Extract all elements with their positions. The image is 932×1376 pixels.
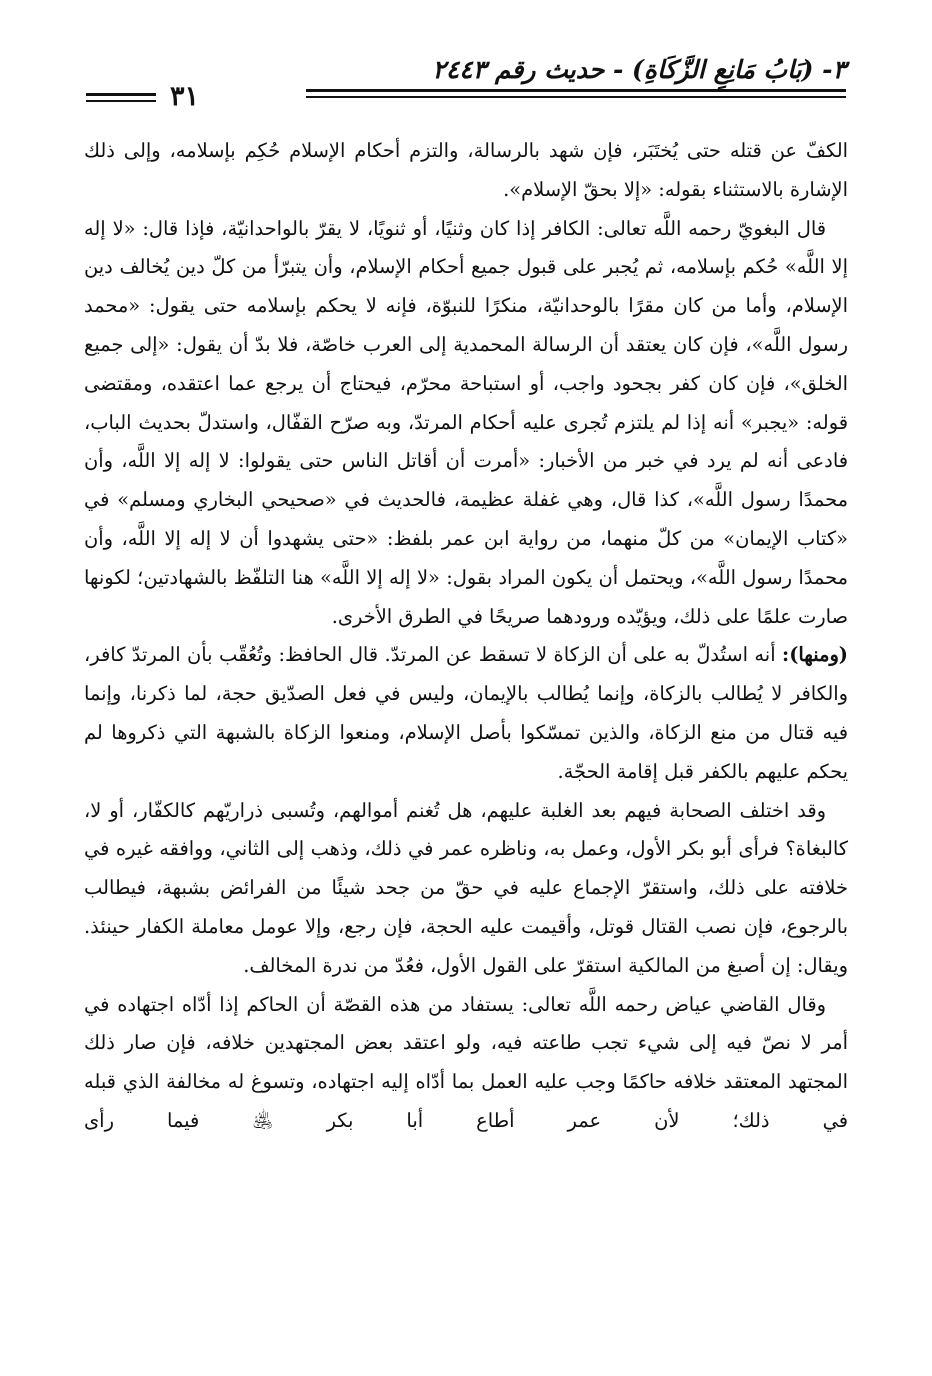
header-rule <box>86 93 156 96</box>
page-number: ٣١ <box>170 81 200 112</box>
paragraph-lead: (ومنها): <box>782 643 848 667</box>
running-title: ٣- (بَابُ مَانِعِ الزَّكَاةِ) - حديث رقم ٢٤٤٣ <box>432 55 846 84</box>
header-rule <box>306 89 846 92</box>
page-header <box>86 55 846 115</box>
paragraph <box>84 210 848 637</box>
paragraph-text: وقال القاضي عياض رحمه اللَّه تعالى: يستفاد من هذه القصّة أن الحاكم إذا أدّاه اجتهاده في أمر لا نصّ فيه إلى شيء تجب طاعته فيه، ولو اعتقد بعض المجتهدين خلافه، فإن صار ذلك المجتهد المعتقد خلافه حاكمًا وجب عليه العمل بما أدّاه إليه اجتهاده، وتسوغ له مخالفة الذي قبله في ذلك؛ لأن عمر أطاع أبا بكر ﵁ فيما رأى <box>84 992 848 1132</box>
paragraph-text: أنه استُدلّ به على أن الزكاة لا تسقط عن المرتدّ. قال الحافظ: وتُعُقّب بأن المرتدّ كافر، والكافر لا يُطالب بالزكاة، وإنما يُطالب بالإيمان، وليس في فعل الصدّيق حجة، لما ذكرنا، وإنما فيه قتال من منع الزكاة، والذين تمسّكوا بأصل الإسلام، ومنعوا الزكاة بالشبهة التي ذكروها لم يحكم عليهم بالكفر قبل إقامة الحجّة. <box>84 643 848 783</box>
paragraph-text: وقد اختلف الصحابة فيهم بعد الغلبة عليهم، هل تُغنم أموالهم، وتُسبى ذراريّهم كالكفّار، أو لا، كالبغاة؟ فرأى أبو بكر الأول، وعمل به، وناظره عمر في ذلك، وذهب إلى الثاني، ووافقه غيره في خلافته على ذلك، واستقرّ الإجماع عليه في حقّ من جحد شيئًا من الفرائض بشبهة، فيطالب بالرجوع، فإن نصب القتال قوتل، وأقيمت عليه الحجة، فإن رجع، وإلا عومل معاملة الكفار حينئذ. ويقال: إن أصبغ من المالكية استقرّ على القول الأول، فعُدّ من ندرة المخالف. <box>84 798 848 977</box>
body-text <box>84 132 848 1141</box>
header-rule <box>86 100 156 102</box>
paragraph <box>84 132 848 210</box>
paragraph-text: الكفّ عن قتله حتى يُختَبَر، فإن شهد بالرسالة، والتزم أحكام الإسلام حُكِم بإسلامه، وإلى ذلك الإشارة بالاستثناء بقوله: «إلا بحقّ الإسلام». <box>84 139 848 201</box>
paragraph-text: قال البغويّ رحمه اللَّه تعالى: الكافر إذا كان وثنيًا، أو ثنويًا، لا يقرّ بالواحدانيّة، فإذا قال: «لا إله إلا اللَّه» حُكم بإسلامه، ثم يُجبر على قبول جميع أحكام الإسلام، وأن يتبرّأ من كلّ دين يُخالف دين الإسلام، وأما من كان مقرًا بالوحدانيّة، منكرًا للنبوّة، فإنه لا يحكم بإسلامه حتى يقول: «محمد رسول اللَّه»، فإن كان يعتقد أن الرسالة المحمدية إلى العرب خاصّة، فلا بدّ أن يقول: «إلى جميع الخلق»، فإن كان كفر بجحود واجب، أو استباحة محرّم، فيحتاج أن يرجع عما اعتقده، ومقتضى قوله: «يجبر» أنه إذا لم يلتزم تُجرى عليه أحكام المرتدّ، وبه صرّح القفّال، واستدلّ بحديث الباب، فادعى أنه لم يرد في خبر من الأخبار: «أمرت أن أقاتل الناس حتى يقولوا: لا إله إلا اللَّه، وأن محمدًا رسول اللَّه»، كذا قال، وهي غفلة عظيمة، فالحديث في «صحيحي البخاري ومسلم» في «كتاب الإيمان» من كلّ منهما، من رواية ابن عمر بلفظ: «حتى يشهدوا أن لا إله إلا اللَّه، وأن محمدًا رسول اللَّه»، ويحتمل أن يكون المراد بقول: «لا إله إلا اللَّه» هنا التلفّظ بالشهادتين؛ لكونها صارت علمًا على ذلك، ويؤيّده ورودهما صريحًا في الطرق الأخرى. <box>84 216 848 628</box>
paragraph <box>84 792 848 986</box>
paragraph <box>84 986 848 1141</box>
paragraph <box>84 636 848 791</box>
header-rule <box>306 96 846 98</box>
